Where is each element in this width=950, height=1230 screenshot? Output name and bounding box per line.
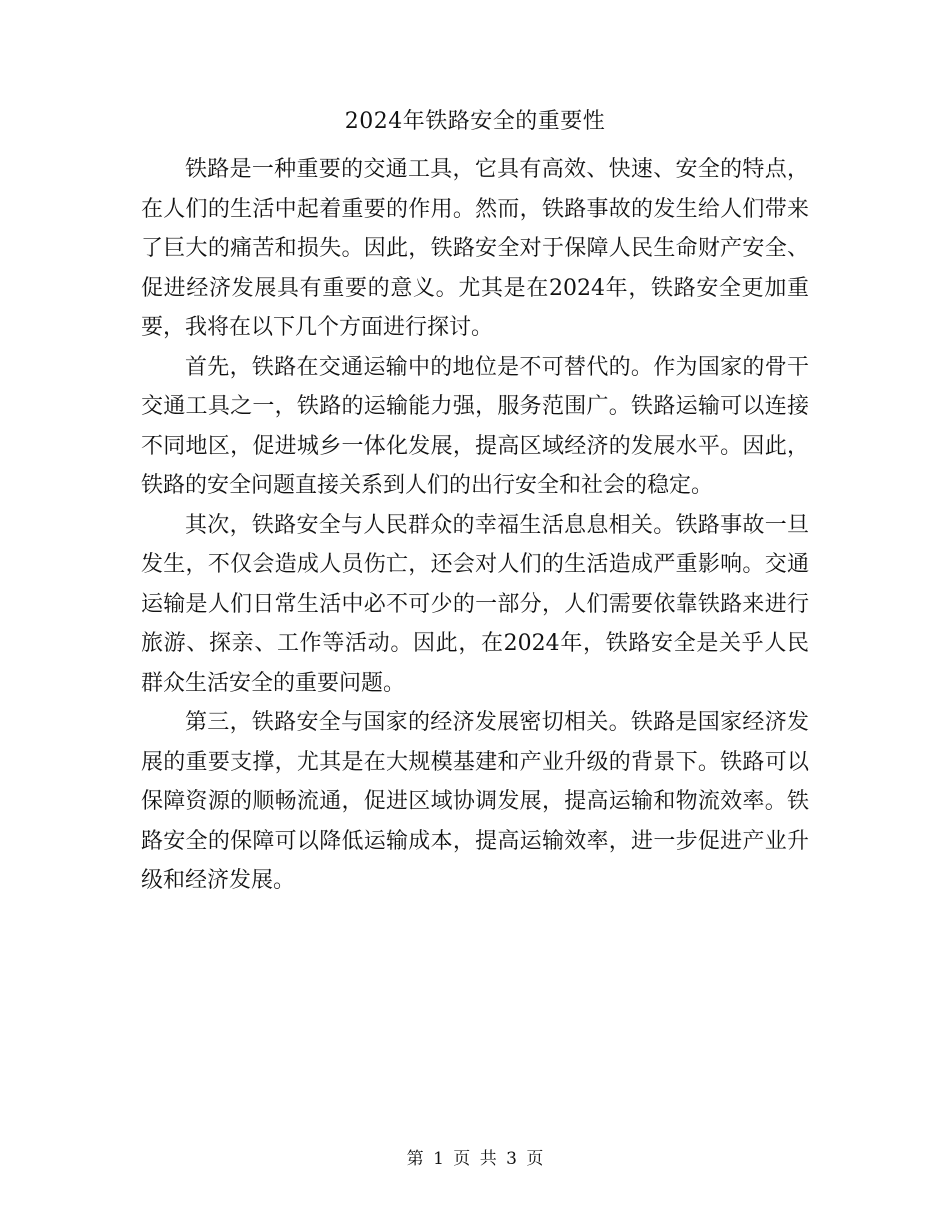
paragraph-third-point: 第三，铁路安全与国家的经济发展密切相关。铁路是国家经济发展的重要支撑，尤其是在大规模基建和产业升级的背景下。铁路可以保障资源的顺畅流通，促进区域协调发展，提高运输和物流效率。铁路安全的保障可以降低运输成本，提高运输效率，进一步促进产业升级和经济发展。 <box>141 710 809 893</box>
paragraph-second-point: 其次，铁路安全与人民群众的幸福生活息息相关。铁路事故一旦发生，不仅会造成人员伤亡，还会对人们的生活造成严重影响。交通运输是人们日常生活中必不可少的一部分，人们需要依靠铁路来进行旅游、探亲、工作等活动。因此，在2024年，铁路安全是关乎人民群众生活安全的重要问题。 <box>141 512 809 696</box>
paragraph-intro: 铁路是一种重要的交通工具，它具有高效、快速、安全的特点，在人们的生活中起着重要的作用。然而，铁路事故的发生给人们带来了巨大的痛苦和损失。因此，铁路安全对于保障人民生命财产安全、促进经济发展具有重要的意义。尤其是在2024年，铁路安全更加重要，我将在以下几个方面进行探讨。 <box>141 157 809 340</box>
paragraph-first-point: 首先，铁路在交通运输中的地位是不可替代的。作为国家的骨干交通工具之一，铁路的运输能力强，服务范围广。铁路运输可以连接不同地区，促进城乡一体化发展，提高区域经济的发展水平。因此，铁路的安全问题直接关系到人们的出行安全和社会的稳定。 <box>141 354 809 498</box>
document-body <box>141 150 809 901</box>
page-number-footer: 第 1 页 共 3 页 <box>406 1149 544 1169</box>
document-title: 2024年铁路安全的重要性 <box>344 109 606 134</box>
